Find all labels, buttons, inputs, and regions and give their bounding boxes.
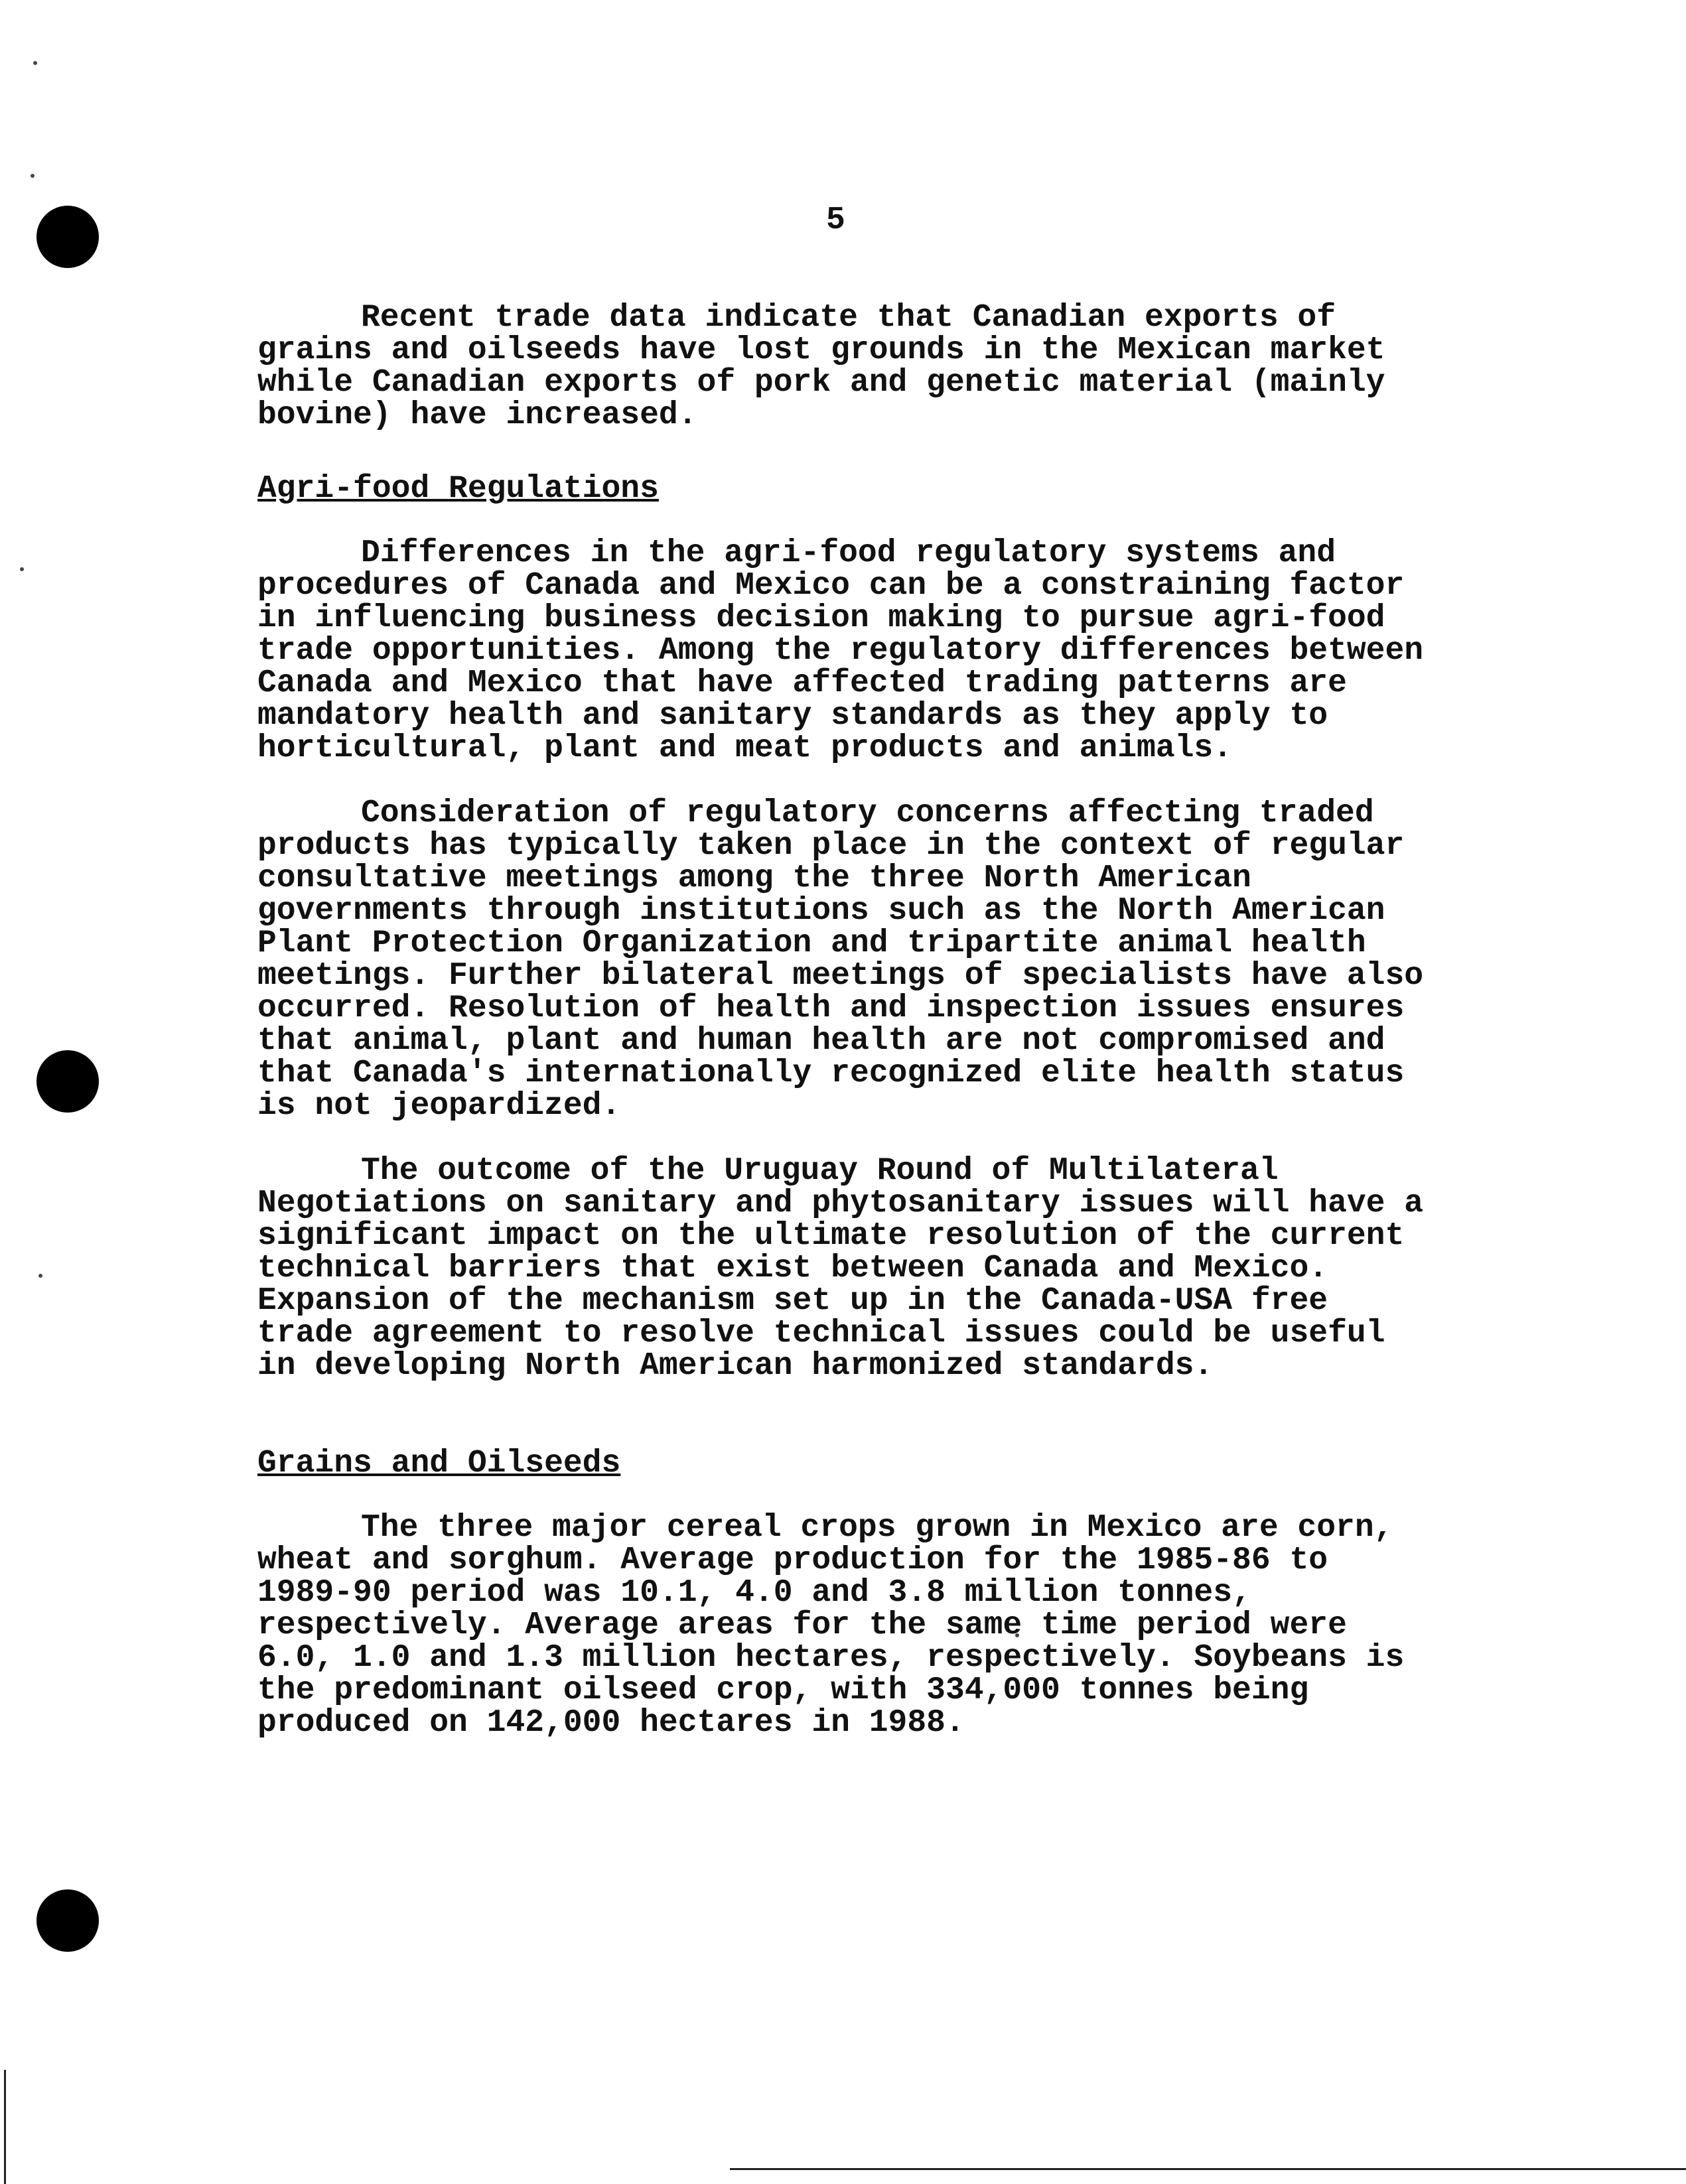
punch-hole-middle <box>36 1050 99 1113</box>
scan-speck <box>20 567 24 571</box>
scan-speck <box>38 1274 42 1278</box>
scan-speck <box>31 174 35 178</box>
scan-speck <box>33 61 37 65</box>
intro-paragraph: Recent trade data indicate that Canadian exports of grains and oilseeds have lost grounds in the Mexican market while Canadian exports of pork and genetic material (mainly bovine) have increased. <box>257 300 1385 433</box>
scan-edge-line <box>4 2070 6 2184</box>
section-heading-agri-food-regulations: Agri-food Regulations <box>257 471 659 507</box>
scan-edge-line <box>730 2168 1686 2170</box>
paragraph: The outcome of the Uruguay Round of Multilateral Negotiations on sanitary and phytosanitary issues will have a significant impact on the ultimate resolution of the current technical barriers that exist between Canada and Mexico. Expansion of the mechanism set up in the Canada-USA free trade agreement to resolve technical issues could be useful in developing North American harmonized standards. <box>257 1153 1424 1384</box>
punch-hole-bottom <box>36 1889 99 1952</box>
page-number: 5 <box>826 202 845 238</box>
paragraph: Differences in the agri-food regulatory systems and procedures of Canada and Mexico can be a constraining factor in influencing business decision making to pursue agri-food trade opportunities. Among the regulatory differences between Canada and Mexico that have affected trading patterns are mandatory health and sanitary standards as they apply to horticultural, plant and meat products and animals. <box>257 535 1424 766</box>
punch-hole-top <box>36 206 99 268</box>
document-body <box>257 302 1425 1740</box>
section-heading-grains-and-oilseeds: Grains and Oilseeds <box>257 1446 621 1481</box>
paragraph: The three major cereal crops grown in Mexico are corn, wheat and sorghum. Average production for the 1985-86 to 1989-90 period was 10.1, 4.0 and 3.8 million tonnes, respectively. Average areas for the same time period were 6.0, 1.0 and 1.3 million hectares, respectively. Soybeans is the predominant oilseed crop, with 334,000 tonnes being produced on 142,000 hectares in 1988. <box>257 1510 1405 1741</box>
paragraph: Consideration of regulatory concerns affecting traded products has typically taken place in the context of regular consultative meetings among the three North American governments through institutions such as the North American Plant Protection Organization and tripartite animal health meetings. Further bilateral meetings of specialists have also occurred. Resolution of health and inspection issues ensures that animal, plant and human health are not compromised and that Canada's internationally recognized elite health status is not jeopardized. <box>257 795 1424 1124</box>
